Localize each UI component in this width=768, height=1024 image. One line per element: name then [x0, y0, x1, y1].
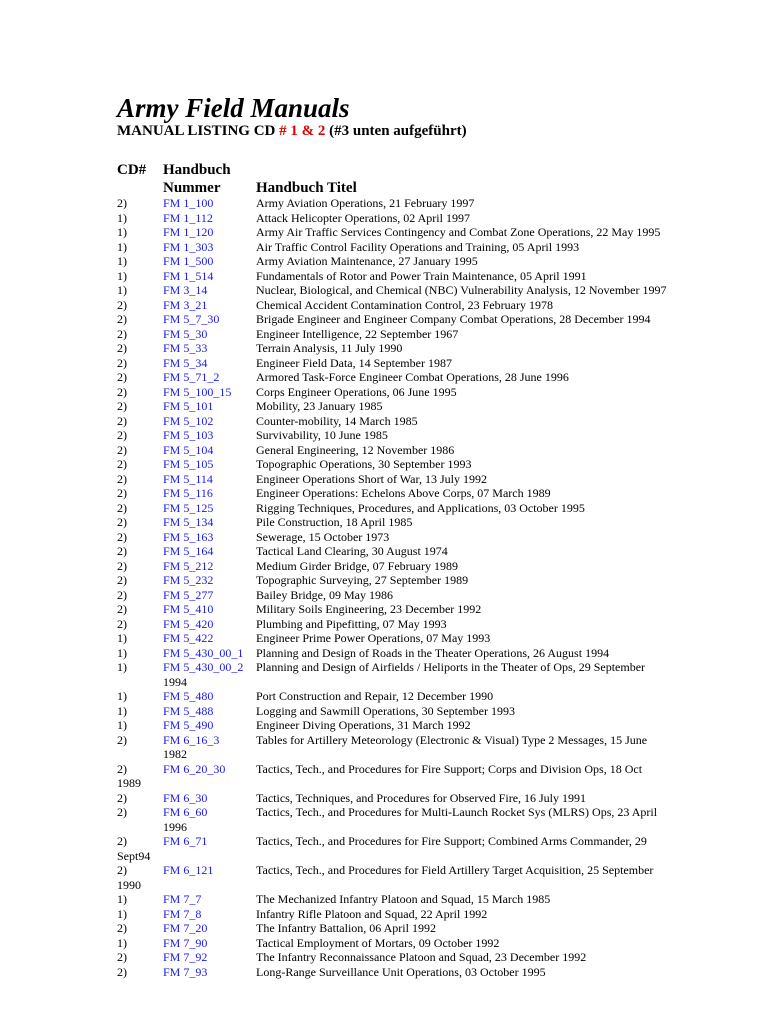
manual-number-link[interactable]: FM 5_125 — [163, 500, 214, 515]
manual-title: Air Traffic Control Facility Operations and Training, 05 April 1993 — [256, 239, 580, 254]
manual-title: Engineer Diving Operations, 31 March 1992 — [256, 718, 471, 732]
cd-number: 2) — [117, 442, 127, 457]
manual-title-continuation: Sept94 — [117, 848, 151, 863]
manual-row — [117, 631, 657, 646]
manual-title: Topographic Operations, 30 September 1993 — [256, 457, 472, 471]
manual-title: Tactics, Tech., and Procedures for Multi-Launch Rocket Sys (MLRS) Ops, 23 April — [256, 805, 658, 819]
manual-title: Tables for Artillery Meteorology (Electronic & Visual) Type 2 Messages, 15 June — [256, 732, 648, 747]
manual-row — [117, 573, 657, 588]
manual-number-link[interactable]: FM 5_105 — [163, 457, 214, 471]
cd-number: 1) — [117, 239, 127, 254]
manual-number-link[interactable]: FM 5_212 — [163, 558, 214, 573]
manual-row — [117, 341, 657, 356]
manual-number-link[interactable]: FM 5_30 — [163, 326, 208, 341]
manual-row — [117, 733, 657, 762]
manual-row — [117, 327, 657, 342]
manual-number-link[interactable]: FM 5_114 — [163, 471, 213, 486]
manual-number-link[interactable]: FM 5_488 — [163, 703, 214, 718]
cd-number: 2) — [117, 558, 127, 573]
manual-row — [117, 486, 657, 501]
cd-number: 1) — [117, 210, 127, 225]
manual-row — [117, 370, 657, 385]
cd-number: 2) — [117, 863, 127, 877]
manual-title: Army Aviation Operations, 21 February 1997 — [256, 196, 475, 210]
manual-title: Tactics, Tech., and Procedures for Field Artillery Target Acquisition, 25 September — [256, 863, 654, 877]
manual-title: Engineer Intelligence, 22 September 1967 — [256, 326, 459, 341]
manual-row — [117, 689, 657, 704]
manual-title: Bailey Bridge, 09 May 1986 — [256, 587, 393, 602]
manual-number-link[interactable]: FM 1_303 — [163, 239, 214, 254]
manual-row — [117, 805, 657, 834]
manual-row — [117, 646, 657, 661]
manual-title-continuation: 1989 — [117, 776, 141, 790]
cd-number: 1) — [117, 906, 127, 921]
manual-row — [117, 863, 657, 892]
manual-row — [117, 428, 657, 443]
cd-number: 1) — [117, 283, 127, 297]
manual-row — [117, 834, 657, 863]
manual-title: Army Air Traffic Services Contingency and Combat Zone Operations, 22 May 1995 — [256, 225, 661, 239]
manual-list — [117, 196, 667, 979]
manual-title: Engineer Operations Short of War, 13 July 1992 — [256, 471, 487, 486]
manual-row — [117, 457, 657, 472]
manual-number-link[interactable]: FM 5_102 — [163, 413, 214, 428]
manual-title: Engineer Prime Power Operations, 07 May 1993 — [256, 631, 491, 645]
manual-row — [117, 196, 657, 211]
cd-number: 2) — [117, 573, 127, 587]
cd-number: 2) — [117, 761, 127, 776]
manual-number-link[interactable]: FM 5_490 — [163, 718, 214, 732]
document-subtitle — [117, 122, 467, 140]
manual-title: Medium Girder Bridge, 07 February 1989 — [256, 558, 458, 573]
manual-number-link[interactable]: FM 3_21 — [163, 297, 208, 312]
cd-number: 2) — [117, 326, 127, 341]
manual-title: Tactical Employment of Mortars, 09 October 1992 — [256, 935, 500, 950]
cd-number: 2) — [117, 312, 127, 326]
manual-row — [117, 559, 657, 574]
manual-title: Logging and Sawmill Operations, 30 September 1993 — [256, 703, 515, 718]
manual-number-link[interactable]: FM 5_104 — [163, 442, 214, 457]
manual-number-link[interactable]: FM 5_277 — [163, 587, 214, 602]
manual-title: Terrain Analysis, 11 July 1990 — [256, 341, 403, 355]
manual-title: Tactical Land Clearing, 30 August 1974 — [256, 544, 448, 558]
manual-title: Engineer Operations: Echelons Above Corps, 07 March 1989 — [256, 486, 551, 500]
manual-title: Armored Task-Force Engineer Combat Operations, 28 June 1996 — [256, 370, 569, 384]
cd-number: 2) — [117, 486, 127, 500]
manual-row — [117, 240, 657, 255]
manual-title-continuation: 1996 — [163, 819, 187, 834]
column-header-cd: CD# — [117, 162, 147, 178]
manual-row — [117, 602, 657, 617]
manual-row — [117, 718, 657, 733]
manual-number-link[interactable]: FM 1_514 — [163, 268, 214, 283]
manual-number-link[interactable]: FM 5_422 — [163, 631, 214, 645]
manual-row — [117, 472, 657, 487]
manual-title: Planning and Design of Airfields / Heliports in the Theater of Ops, 29 September — [256, 660, 646, 674]
manual-title-continuation: 1990 — [117, 877, 141, 892]
manual-row — [117, 950, 657, 965]
manual-title: The Mechanized Infantry Platoon and Squad, 15 March 1985 — [256, 892, 551, 906]
cd-number: 2) — [117, 428, 127, 442]
subtitle-prefix: MANUAL LISTING CD — [117, 123, 280, 139]
column-header-number-line2: Nummer — [163, 180, 221, 196]
manual-title: Plumbing and Pipefitting, 07 May 1993 — [256, 616, 447, 631]
cd-number: 2) — [117, 921, 127, 935]
manual-row — [117, 385, 657, 400]
subtitle-cd-numbers: # 1 & 2 — [279, 123, 326, 139]
manual-row — [117, 501, 657, 516]
manual-number-link[interactable]: FM 5_116 — [163, 486, 213, 500]
manual-row — [117, 921, 657, 936]
document-title: Army Field Manuals — [117, 93, 350, 123]
manual-title: Engineer Field Data, 14 September 1987 — [256, 355, 452, 370]
manual-row — [117, 225, 661, 240]
manual-number-link[interactable]: FM 6_71 — [163, 834, 208, 848]
cd-number: 2) — [117, 341, 127, 355]
manual-number-link[interactable]: FM 6_30 — [163, 790, 208, 805]
cd-number: 1) — [117, 718, 127, 732]
manual-title: Attack Helicopter Operations, 02 April 1997 — [256, 210, 470, 225]
manual-number-link[interactable]: FM 6_60 — [163, 805, 208, 819]
manual-row — [117, 544, 657, 559]
column-header-number-line1: Handbuch — [163, 162, 231, 178]
manual-number-link[interactable]: FM 6_20_30 — [163, 761, 226, 776]
manual-title: Mobility, 23 January 1985 — [256, 399, 383, 413]
manual-title: Fundamentals of Rotor and Power Train Maintenance, 05 April 1991 — [256, 268, 587, 283]
manual-title: Tactics, Techniques, and Procedures for Observed Fire, 16 July 1991 — [256, 790, 587, 805]
cd-number: 1) — [117, 703, 127, 718]
manual-number-link[interactable]: FM 5_33 — [163, 341, 208, 355]
manual-title: The Infantry Battalion, 06 April 1992 — [256, 921, 436, 935]
manual-number-link[interactable]: FM 5_134 — [163, 515, 214, 529]
manual-row — [117, 312, 657, 327]
manual-number-link[interactable]: FM 5_71_2 — [163, 370, 220, 384]
manual-row — [117, 399, 657, 414]
cd-number: 2) — [117, 529, 127, 544]
manual-title: Chemical Accident Contamination Control, 23 February 1978 — [256, 297, 553, 312]
cd-number: 2) — [117, 602, 127, 616]
cd-number: 2) — [117, 370, 127, 384]
manual-title: Pile Construction, 18 April 1985 — [256, 515, 413, 529]
manual-row — [117, 704, 657, 719]
manual-row — [117, 588, 657, 603]
manual-row — [117, 356, 657, 371]
cd-number: 2) — [117, 297, 127, 312]
manual-title: Corps Engineer Operations, 06 June 1995 — [256, 384, 457, 399]
manual-row — [117, 762, 657, 791]
manual-row — [117, 254, 657, 269]
manual-number-link[interactable]: FM 5_164 — [163, 544, 214, 558]
cd-number: 1) — [117, 689, 127, 703]
manual-row — [117, 443, 657, 458]
manual-title: Survivability, 10 June 1985 — [256, 428, 388, 442]
cd-number: 1) — [117, 892, 127, 906]
manual-row — [117, 515, 657, 530]
manual-title: Sewerage, 15 October 1973 — [256, 529, 390, 544]
cd-number: 2) — [117, 964, 127, 979]
manual-number-link[interactable]: FM 5_480 — [163, 689, 214, 703]
manual-number-link[interactable]: FM 5_410 — [163, 602, 214, 616]
manual-title: Army Aviation Maintenance, 27 January 1995 — [256, 254, 478, 268]
cd-number: 2) — [117, 196, 127, 210]
manual-number-link[interactable]: FM 5_34 — [163, 355, 208, 370]
cd-number: 2) — [117, 544, 127, 558]
manual-title-continuation: 1994 — [163, 674, 187, 689]
cd-number: 2) — [117, 413, 127, 428]
manual-title: General Engineering, 12 November 1986 — [256, 442, 455, 457]
cd-number: 1) — [117, 225, 127, 239]
cd-number: 1) — [117, 268, 127, 283]
manual-row — [117, 660, 657, 689]
cd-number: 1) — [117, 254, 127, 268]
cd-number: 2) — [117, 471, 127, 486]
manual-title: Planning and Design of Roads in the Theater Operations, 26 August 1994 — [256, 645, 610, 660]
manual-row — [117, 211, 657, 226]
cd-number: 2) — [117, 805, 127, 819]
manual-number-link[interactable]: FM 6_16_3 — [163, 732, 220, 747]
manual-number-link[interactable]: FM 7_93 — [163, 964, 208, 979]
manual-number-link[interactable]: FM 5_100_15 — [163, 384, 232, 399]
cd-number: 1) — [117, 660, 127, 674]
manual-number-link[interactable]: FM 7_8 — [163, 906, 202, 921]
manual-title: Tactics, Tech., and Procedures for Fire Support; Combined Arms Commander, 29 — [256, 834, 647, 848]
manual-title: Port Construction and Repair, 12 December 1990 — [256, 689, 494, 703]
manual-row — [117, 892, 657, 907]
manual-number-link[interactable]: FM 7_90 — [163, 935, 208, 950]
manual-number-link[interactable]: FM 5_430_00_2 — [163, 660, 244, 674]
cd-number: 2) — [117, 950, 127, 964]
subtitle-note: (#3 unten aufgeführt) — [325, 123, 467, 139]
manual-number-link[interactable]: FM 5_103 — [163, 428, 214, 442]
manual-title: Nuclear, Biological, and Chemical (NBC) Vulnerability Analysis, 12 November 1997 — [256, 283, 667, 297]
cd-number: 2) — [117, 457, 127, 471]
manual-number-link[interactable]: FM 5_420 — [163, 616, 214, 631]
manual-number-link[interactable]: FM 1_500 — [163, 254, 214, 268]
manual-title: Tactics, Tech., and Procedures for Fire Support; Corps and Division Ops, 18 Oct — [256, 761, 643, 776]
manual-row — [117, 298, 657, 313]
manual-title: Brigade Engineer and Engineer Company Combat Operations, 28 December 1994 — [256, 312, 651, 326]
manual-number-link[interactable]: FM 1_112 — [163, 210, 213, 225]
manual-number-link[interactable]: FM 7_20 — [163, 921, 208, 935]
cd-number: 2) — [117, 399, 127, 413]
manual-row — [117, 907, 657, 922]
manual-title-continuation: 1982 — [163, 747, 187, 761]
manual-number-link[interactable]: FM 6_121 — [163, 863, 214, 877]
manual-title: Military Soils Engineering, 23 December 1992 — [256, 602, 482, 616]
cd-number: 2) — [117, 587, 127, 602]
cd-number: 2) — [117, 616, 127, 631]
cd-number: 2) — [117, 355, 127, 370]
manual-title: Counter-mobility, 14 March 1985 — [256, 413, 418, 428]
manual-number-link[interactable]: FM 5_101 — [163, 399, 214, 413]
manual-number-link[interactable]: FM 5_7_30 — [163, 312, 220, 326]
manual-row — [117, 791, 657, 806]
cd-number: 2) — [117, 384, 127, 399]
manual-row — [117, 414, 657, 429]
manual-title: Long-Range Surveillance Unit Operations, 03 October 1995 — [256, 964, 546, 979]
cd-number: 1) — [117, 645, 127, 660]
manual-title: Infantry Rifle Platoon and Squad, 22 April 1992 — [256, 906, 488, 921]
manual-row — [117, 269, 657, 284]
cd-number: 2) — [117, 790, 127, 805]
manual-number-link[interactable]: FM 7_7 — [163, 892, 202, 906]
manual-row — [117, 283, 667, 298]
manual-number-link[interactable]: FM 1_100 — [163, 196, 214, 210]
column-header-title: Handbuch Titel — [256, 180, 357, 196]
manual-row — [117, 530, 657, 545]
manual-title: Topographic Surveying, 27 September 1989 — [256, 573, 469, 587]
manual-title: Rigging Techniques, Procedures, and Applications, 03 October 1995 — [256, 500, 585, 515]
manual-number-link[interactable]: FM 5_232 — [163, 573, 214, 587]
cd-number: 2) — [117, 732, 127, 747]
manual-number-link[interactable]: FM 7_92 — [163, 950, 208, 964]
manual-number-link[interactable]: FM 5_430_00_1 — [163, 645, 244, 660]
manual-row — [117, 936, 657, 951]
manual-row — [117, 617, 657, 632]
cd-number: 2) — [117, 834, 127, 848]
cd-number: 1) — [117, 631, 127, 645]
manual-title: The Infantry Reconnaissance Platoon and Squad, 23 December 1992 — [256, 950, 587, 964]
cd-number: 2) — [117, 515, 127, 529]
manual-number-link[interactable]: FM 1_120 — [163, 225, 214, 239]
cd-number: 2) — [117, 500, 127, 515]
manual-number-link[interactable]: FM 3_14 — [163, 283, 208, 297]
manual-row — [117, 965, 657, 980]
cd-number: 1) — [117, 935, 127, 950]
manual-number-link[interactable]: FM 5_163 — [163, 529, 214, 544]
